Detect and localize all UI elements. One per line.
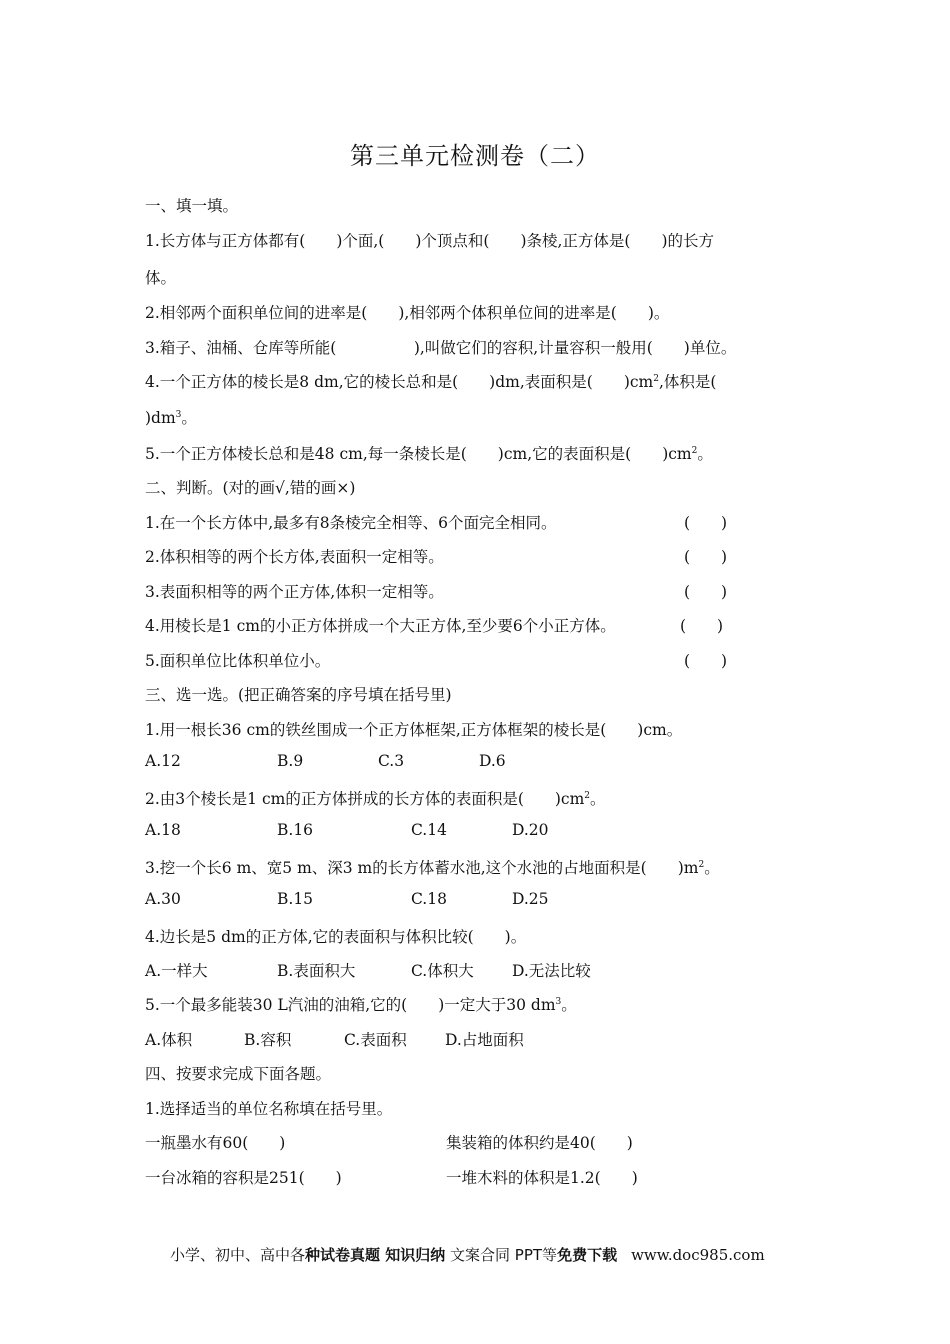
s1-q5-end: 。	[697, 445, 713, 463]
s3-q4-option-a: A.一样大	[145, 962, 208, 980]
s3-q5-option-c: C.表面积	[344, 1031, 407, 1049]
s1-question-1-cont: 体。	[145, 269, 177, 287]
s1-question-4	[145, 370, 716, 392]
s3-q5-option-a: A.体积	[145, 1031, 193, 1049]
s3-q2-end: 。	[590, 790, 606, 808]
footer-url[interactable]: www.doc985.com	[631, 1246, 765, 1264]
s3-q3-text: 3.挖一个长6 m、宽5 m、深3 m的长方体蓄水池,这个水池的占地面积是( )m	[145, 859, 699, 877]
s2-item-1: 1.在一个长方体中,最多有8条棱完全相等、6个面完全相同。	[145, 514, 557, 532]
s3-q4-option-d: D.无法比较	[512, 962, 591, 980]
s3-q3-option-a: A.30	[145, 890, 181, 908]
page-title: 第三单元检测卷（二）	[350, 142, 600, 170]
s3-q2-option-c: C.14	[411, 821, 447, 839]
s3-q5-end: 。	[561, 996, 577, 1014]
footer-text-4: 文案合同 PPT等	[445, 1246, 558, 1264]
s3-q1-option-b: B.9	[277, 752, 304, 770]
s2-item-1-bracket: ( )	[684, 514, 728, 532]
s3-q1-option-c: C.3	[378, 752, 405, 770]
s2-item-2: 2.体积相等的两个长方体,表面积一定相等。	[145, 548, 444, 566]
s4-question-1: 1.选择适当的单位名称填在括号里。	[145, 1100, 393, 1118]
s2-item-3-bracket: ( )	[684, 583, 728, 601]
footer-text-2: 种试卷真题	[305, 1246, 381, 1264]
section3-heading: 三、选一选。(把正确答案的序号填在括号里)	[145, 686, 452, 704]
s1-q5-sup: 2	[691, 445, 698, 456]
s3-q3-end: 。	[704, 859, 720, 877]
s3-q3-option-d: D.25	[512, 890, 549, 908]
footer-banner	[170, 1244, 765, 1265]
s1-q4-text2: ,体积是(	[658, 373, 717, 391]
section2-heading: 二、判断。(对的画√,错的画×)	[145, 479, 356, 497]
s4-left-2: 一台冰箱的容积是251( )	[145, 1169, 342, 1187]
s1-question-4-cont	[145, 406, 197, 428]
s1-q5-text: 5.一个正方体棱长总和是48 cm,每一条棱长是( )cm,它的表面积是( )cm	[145, 445, 692, 463]
s3-q5-option-d: D.占地面积	[445, 1031, 524, 1049]
s3-q4-option-b: B.表面积大	[277, 962, 356, 980]
s1-q4-text: 4.一个正方体的棱长是8 dm,它的棱长总和是( )dm,表面积是( )cm	[145, 373, 654, 391]
s2-item-2-bracket: ( )	[684, 548, 728, 566]
section1-heading: 一、填一填。	[145, 197, 239, 215]
s3-q3-option-c: C.18	[411, 890, 447, 908]
s3-q3-sup: 2	[698, 859, 705, 870]
footer-text-5: 免费下载	[557, 1246, 618, 1264]
s3-question-1: 1.用一根长36 cm的铁丝围成一个正方体框架,正方体框架的棱长是( )cm。	[145, 721, 683, 739]
s1-q4-cont-sup: 3	[175, 409, 182, 420]
s4-right-2: 一堆木料的体积是1.2( )	[446, 1169, 638, 1187]
s1-question-1: 1.长方体与正方体都有( )个面,( )个顶点和( )条棱,正方体是( )的长方	[145, 232, 715, 250]
s3-question-5	[145, 993, 577, 1015]
s3-question-4: 4.边长是5 dm的正方体,它的表面积与体积比较( )。	[145, 928, 527, 946]
footer-text-1: 小学、初中、高中各	[170, 1246, 306, 1264]
footer-text-3: 知识归纳	[380, 1246, 446, 1264]
section4-heading: 四、按要求完成下面各题。	[145, 1065, 332, 1083]
s3-q2-option-d: D.20	[512, 821, 549, 839]
s3-q2-option-a: A.18	[145, 821, 181, 839]
s2-item-5: 5.面积单位比体积单位小。	[145, 652, 331, 670]
s2-item-4-bracket: ( )	[680, 617, 724, 635]
s4-left-1: 一瓶墨水有60( )	[145, 1134, 286, 1152]
s2-item-3: 3.表面积相等的两个正方体,体积一定相等。	[145, 583, 444, 601]
s3-q5-text: 5.一个最多能装30 L汽油的油箱,它的( )一定大于30 dm	[145, 996, 556, 1014]
s1-question-5	[145, 442, 713, 464]
s3-q2-sup: 2	[584, 790, 591, 801]
s1-q4-cont-end: 。	[181, 409, 197, 427]
s3-question-2	[145, 787, 606, 809]
s3-q5-sup: 3	[555, 996, 562, 1007]
s3-q4-option-c: C.体积大	[411, 962, 474, 980]
s3-question-3	[145, 856, 720, 878]
s1-q4-sup: 2	[653, 373, 659, 384]
s2-item-4: 4.用棱长是1 cm的小正方体拼成一个大正方体,至少要6个小正方体。	[145, 617, 616, 635]
s3-q1-option-a: A.12	[145, 752, 181, 770]
s4-right-1: 集装箱的体积约是40( )	[446, 1134, 633, 1152]
s1-q4-cont-text: )dm	[145, 409, 176, 427]
s1-question-2: 2.相邻两个面积单位间的进率是( ),相邻两个体积单位间的进率是( )。	[145, 304, 670, 322]
s3-q3-option-b: B.15	[277, 890, 314, 908]
s3-q2-text: 2.由3个棱长是1 cm的正方体拼成的长方体的表面积是( )cm	[145, 790, 585, 808]
s1-question-3: 3.箱子、油桶、仓库等所能( ),叫做它们的容积,计量容积一般用( )单位。	[145, 339, 737, 357]
s2-item-5-bracket: ( )	[684, 652, 728, 670]
s3-q1-option-d: D.6	[479, 752, 506, 770]
s3-q5-option-b: B.容积	[244, 1031, 292, 1049]
s3-q2-option-b: B.16	[277, 821, 314, 839]
